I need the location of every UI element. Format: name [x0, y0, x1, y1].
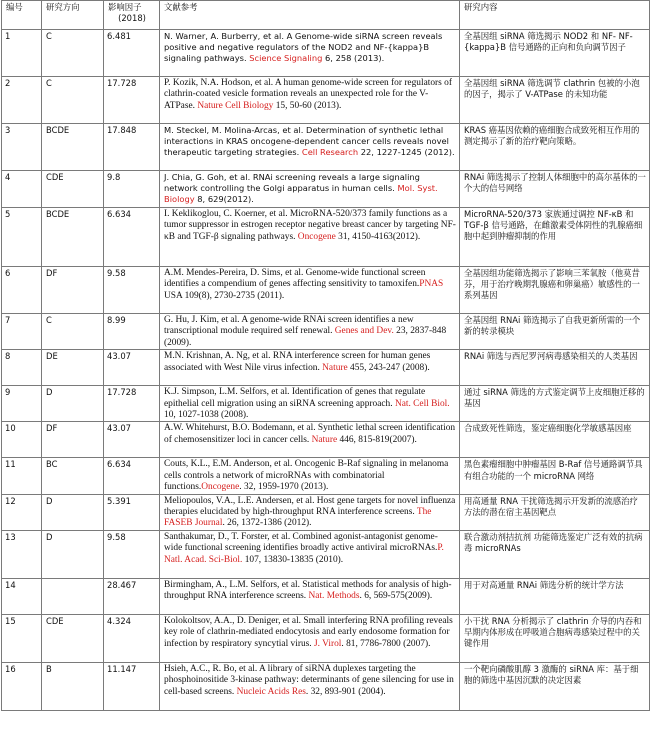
row-id: 8	[2, 350, 42, 386]
row-reference	[160, 124, 460, 171]
row-impact: 43.07	[104, 422, 160, 458]
header-row	[2, 1, 650, 30]
row-impact: 28.467	[104, 578, 160, 614]
row-content: 联合激动剂拮抗剂 功能筛选鉴定广泛有效的抗病毒 microRNAs	[460, 530, 650, 578]
table-row	[2, 578, 650, 614]
row-direction	[42, 578, 104, 614]
row-content: 合成致死性筛选，鉴定癌细胞化学敏感基因座	[460, 422, 650, 458]
row-content: 通过 siRNA 筛选的方式鉴定调节上皮细胞迁移的基因	[460, 386, 650, 422]
row-reference	[160, 662, 460, 710]
reference-text: P. Kozik, N.A. Hodson, et al. A human genome-wide screen for regulators of clathrin-coated vesicle formation reveals an unexpected role for the V-ATPase.	[164, 78, 452, 111]
row-direction: C	[42, 314, 104, 350]
row-id: 7	[2, 314, 42, 350]
reference-citation: . 81, 7786-7800 (2007).	[341, 638, 431, 649]
reference-text: A.M. Mendes-Pereira, D. Sims, et al. Genome-wide functional screen identifies a compendium of genes affecting sensitivity to tamoxifen.	[164, 268, 426, 290]
reference-citation: 15, 50-60 (2013).	[273, 100, 342, 111]
row-impact: 17.848	[104, 124, 160, 171]
row-id: 6	[2, 267, 42, 314]
row-id: 13	[2, 530, 42, 578]
row-impact: 9.8	[104, 171, 160, 208]
reference-citation: 8, 629(2012).	[194, 194, 254, 205]
reference-citation: 22, 1227-1245 (2012).	[358, 147, 455, 158]
reference-text: Hsieh, A.C., R. Bo, et al. A library of siRNA duplexes targeting the phosphoinositide 3-kinase pathway: determinants of gene silencing for use in cell-based screens.	[164, 663, 454, 697]
reference-text: Meliopoulos, V.A., L.E. Andersen, et al. Host gene targets for novel influenza therapies elucidated by high-throughput RNA interference screens.	[164, 495, 456, 518]
row-direction: BC	[42, 458, 104, 494]
row-content: 全基因组 siRNA 筛选揭示 NOD2 和 NF- NF-{kappa}B 信号通路的正向和负向调节因子	[460, 30, 650, 77]
row-content: 用高通量 RNA 干扰筛选揭示开发新的流感治疗方法的潜在宿主基因靶点	[460, 494, 650, 530]
row-direction: B	[42, 662, 104, 710]
row-content: 一个靶向磷酸肌醇 3 激酶的 siRNA 库：基于细胞的筛选中基因沉默的决定因素	[460, 662, 650, 710]
journal-link[interactable]: Nucleic Acids Res	[236, 686, 306, 697]
row-id: 12	[2, 494, 42, 530]
row-direction: DE	[42, 350, 104, 386]
reference-citation: 107, 13830-13835 (2010).	[242, 554, 344, 565]
row-impact: 43.07	[104, 350, 160, 386]
journal-link[interactable]: Cell Research	[301, 147, 359, 158]
journal-link[interactable]: The FASEB Journal	[164, 507, 432, 529]
reference-text: K.J. Simpson, L.M. Selfors, et al. Identification of genes that regulate epithelial cell migration using an siRNA screening approach.	[164, 387, 426, 409]
journal-link[interactable]: Nat. Methods	[308, 591, 360, 602]
table-row	[2, 422, 650, 458]
table-row	[2, 267, 650, 314]
row-id: 10	[2, 422, 42, 458]
reference-text: Couts, K.L., E.M. Anderson, et al. Oncogenic B-Raf signaling in melanoma cells controls a network of microRNAs with combinatorial functions.	[164, 459, 449, 493]
row-reference	[160, 458, 460, 494]
row-reference	[160, 171, 460, 208]
journal-link[interactable]: Science Signaling	[249, 53, 323, 64]
row-content: MicroRNA-520/373 家族通过调控 NF-κB 和 TGF-β 信号通路，在雌激素受体阴性的乳腺癌细胞中起到肿瘤抑制的作用	[460, 208, 650, 267]
reference-text: G. Hu, J. Kim, et al. A genome-wide RNAi screen identifies a new transcriptional module required self renewal.	[164, 315, 414, 337]
journal-link[interactable]: J. Virol	[313, 638, 342, 649]
row-id: 11	[2, 458, 42, 494]
row-direction: D	[42, 530, 104, 578]
row-direction: C	[42, 77, 104, 124]
reference-citation: . 32, 893-901 (2004).	[305, 686, 386, 697]
reference-text: Kolokoltsov, A.A., D. Deniger, et al. Small interfering RNA profiling reveals key role of clathrin-mediated endocytosis and early endosome formation for infection by respiratory syncytial virus.	[164, 615, 453, 649]
row-id: 2	[2, 77, 42, 124]
row-content: 小干扰 RNA 分析揭示了 clathrin 介导的内吞和早期内体形成在呼吸道合胞病毒感染过程中的关键作用	[460, 614, 650, 662]
row-direction: C	[42, 30, 104, 77]
row-impact: 9.58	[104, 267, 160, 314]
row-direction: DF	[42, 267, 104, 314]
row-impact: 6.634	[104, 458, 160, 494]
row-reference	[160, 208, 460, 267]
reference-text: N. Warner, A. Burberry, et al. A Genome-wide siRNA screen reveals positive and negative regulators of the NOD2 and NF-{kappa}B signaling pathways.	[164, 31, 443, 64]
header-impact-year: (2018)	[118, 13, 146, 24]
reference-text: Santhakumar, D., T. Forster, et al. Combined agonist-antagonist genome-wide functional screening identifies broadly active antiviral microRNAs.	[164, 531, 438, 554]
table-row	[2, 30, 650, 77]
row-reference	[160, 530, 460, 578]
row-impact: 11.147	[104, 662, 160, 710]
row-content: 黑色素瘤细胞中肿瘤基因 B-Raf 信号通路调节具有组合功能的一个 microRNA 网络	[460, 458, 650, 494]
reference-text: M.N. Krishnan, A. Ng, et al. RNA interference screen for human genes associated with West Nile virus infection.	[164, 351, 431, 373]
header-id: 编号	[2, 1, 42, 30]
row-reference	[160, 267, 460, 314]
row-direction: D	[42, 386, 104, 422]
row-reference	[160, 422, 460, 458]
row-content: RNAi 筛选与西尼罗河病毒感染相关的人类基因	[460, 350, 650, 386]
header-content: 研究内容	[460, 1, 650, 30]
row-impact: 8.99	[104, 314, 160, 350]
journal-link[interactable]: Nature	[311, 434, 338, 445]
row-id: 16	[2, 662, 42, 710]
table-row	[2, 662, 650, 710]
journal-link[interactable]: PNAS	[419, 279, 444, 290]
table-row	[2, 350, 650, 386]
reference-citation: 455, 243-247 (2008).	[347, 362, 430, 373]
row-impact: 5.391	[104, 494, 160, 530]
row-reference	[160, 350, 460, 386]
row-content: KRAS 癌基因依赖的癌细胞合成致死相互作用的测定揭示了新的治疗靶向策略。	[460, 124, 650, 171]
row-reference	[160, 578, 460, 614]
journal-link[interactable]: P. Natl. Acad. Sci-Biol.	[164, 543, 444, 565]
reference-table	[1, 0, 650, 711]
row-content: 用于对高通量 RNAi 筛选分析的统计学方法	[460, 578, 650, 614]
reference-citation: . 26, 1372-1386 (2012).	[222, 518, 312, 529]
row-reference	[160, 614, 460, 662]
header-direction: 研究方向	[42, 1, 104, 30]
reference-citation: 31, 4150-4163(2012).	[335, 231, 421, 242]
reference-text: J. Chia, G. Goh, et al. RNAi screening reveals a large signaling network controlling the Golgi apparatus in human cells.	[164, 172, 420, 194]
journal-link[interactable]: Nature Cell Biology	[197, 100, 274, 111]
table-row	[2, 530, 650, 578]
row-id: 15	[2, 614, 42, 662]
row-id: 3	[2, 124, 42, 171]
journal-link[interactable]: Mol. Syst. Biology	[164, 183, 438, 205]
header-reference: 文献参考	[160, 1, 460, 30]
row-impact: 6.634	[104, 208, 160, 267]
table-row	[2, 124, 650, 171]
row-direction: CDE	[42, 614, 104, 662]
row-reference	[160, 494, 460, 530]
row-id: 4	[2, 171, 42, 208]
reference-citation: 446, 815-819(2007).	[337, 434, 417, 445]
row-direction: BCDE	[42, 124, 104, 171]
row-id: 9	[2, 386, 42, 422]
row-id: 1	[2, 30, 42, 77]
header-impact	[104, 1, 160, 30]
reference-citation: 6, 258 (2013).	[322, 53, 385, 64]
table-row	[2, 614, 650, 662]
table-row	[2, 386, 650, 422]
row-impact: 17.728	[104, 386, 160, 422]
reference-citation: . 6, 569-575(2009).	[359, 591, 433, 602]
journal-link[interactable]: Oncogene	[297, 231, 336, 242]
row-impact: 4.324	[104, 614, 160, 662]
row-direction: CDE	[42, 171, 104, 208]
reference-text: A.W. Whitehurst, B.O. Bodemann, et al. Synthetic lethal screen identification of chemosensitizer loci in cancer cells.	[164, 423, 456, 445]
journal-link[interactable]: Nat. Cell Biol.	[394, 398, 450, 409]
reference-citation: 23, 2837-848 (2009).	[164, 326, 447, 348]
row-direction: DF	[42, 422, 104, 458]
table-row	[2, 458, 650, 494]
journal-link[interactable]: Genes and Dev.	[334, 326, 394, 337]
row-reference	[160, 314, 460, 350]
journal-link[interactable]: Nature	[322, 362, 348, 373]
table-row	[2, 314, 650, 350]
reference-citation: 10, 1027-1038 (2008).	[164, 410, 249, 421]
row-reference	[160, 77, 460, 124]
row-id: 14	[2, 578, 42, 614]
table-row	[2, 494, 650, 530]
row-direction: BCDE	[42, 208, 104, 267]
reference-text: I. Keklikoglou, C. Koerner, et al. MicroRNA-520/373 family functions as a tumor suppressor in estrogen receptor negative breast cancer by targeting NF-κB and TGF-β signaling pathways.	[164, 209, 456, 242]
reference-citation: . 32, 1959-1970 (2013).	[239, 482, 329, 493]
row-content: RNAi 筛选揭示了控制人体细胞中的高尔基体的一个大的信号网络	[460, 171, 650, 208]
reference-text: Birmingham, A., L.M. Selfors, et al. Statistical methods for analysis of high-throughput RNA interference screens.	[164, 579, 452, 602]
row-impact: 9.58	[104, 530, 160, 578]
journal-link[interactable]: Oncogene	[201, 482, 240, 493]
row-content: 全基因组功能筛选揭示了影响三苯氧胺（他莫昔芬，用于治疗晚期乳腺癌和卵巢癌）敏感性的一系列基因	[460, 267, 650, 314]
table-row	[2, 77, 650, 124]
row-direction: D	[42, 494, 104, 530]
row-reference	[160, 30, 460, 77]
row-content: 全基因组 RNAi 筛选揭示了自我更新所需的一个新的转录模块	[460, 314, 650, 350]
reference-text: M. Steckel, M. Molina-Arcas, et al. Determination of synthetic lethal interactions in KRAS oncogene-dependent cancer cells reveals novel therapeutic targeting strategies.	[164, 125, 449, 158]
table-row	[2, 171, 650, 208]
row-reference	[160, 386, 460, 422]
header-impact-label: 影响因子	[108, 2, 142, 12]
reference-citation: USA 109(8), 2730-2735 (2011).	[164, 290, 285, 301]
row-content: 全基因组 siRNA 筛选调节 clathrin 包被的小泡的因子，揭示了 V-ATPase 的未知功能	[460, 77, 650, 124]
row-impact: 6.481	[104, 30, 160, 77]
row-impact: 17.728	[104, 77, 160, 124]
row-id: 5	[2, 208, 42, 267]
table-row	[2, 208, 650, 267]
